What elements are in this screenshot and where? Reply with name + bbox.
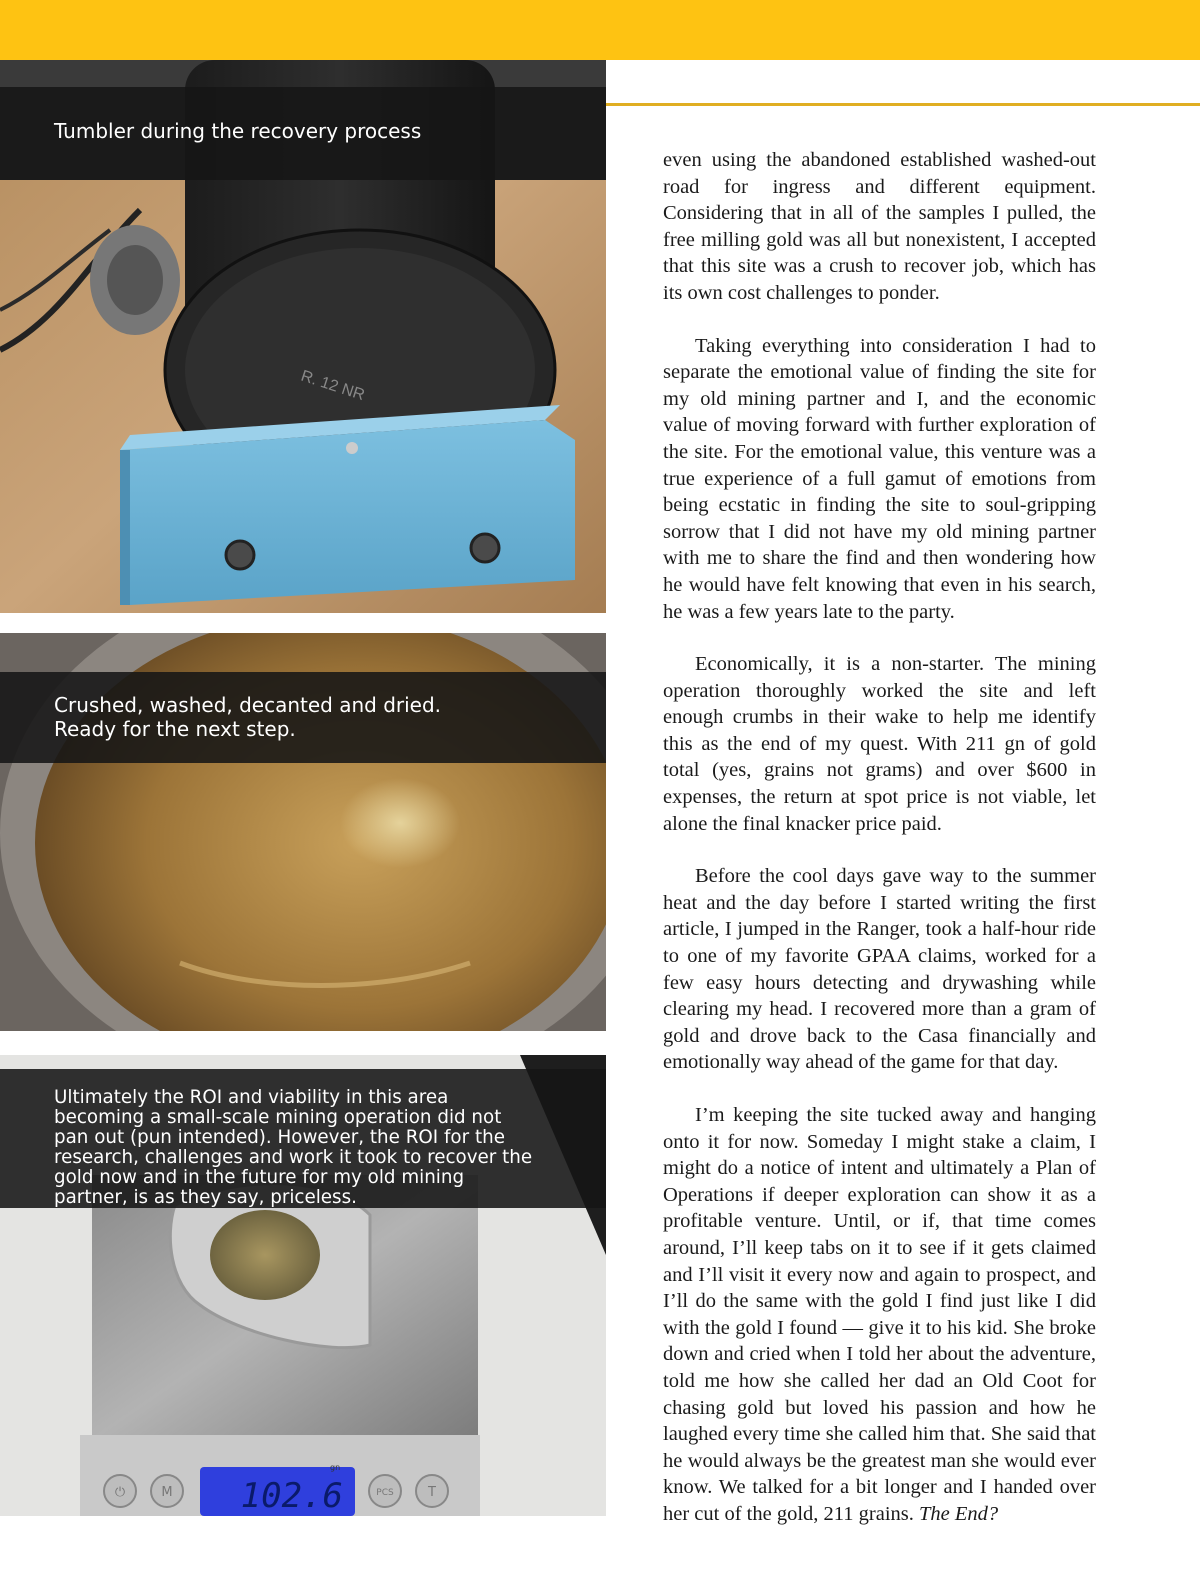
scale-tare-button: T [428,1485,436,1500]
article-paragraph-3: Economically, it is a non-starter. The mining operation thoroughly worked the site and left enough crumbs in their wake to help me identify this as the end of my quest. With 211 gn of gold total (yes, grains not grams) and over $600 in expenses, the return at spot price is not viable, let alone the final knacker price paid. [663,653,1096,835]
article-column [663,147,1096,1528]
article-paragraph-5-text: I’m keeping the site tucked away and hanging onto it for now. Someday I might stake a claim, I might do a notice of intent and ultimately a Plan of Operations if deeper exploration can show it as a profitable venture. Until, or if, that time comes around, I’ll keep tabs on it to see if it gets claimed and I’ll visit it every now and again to prospect, and I’ll do the same with the gold I find just like I did with the gold I found — give it to his kid. She broke down and cried when I told her about the adventure, told me how she called her dad an Old Coot for chasing gold but loved his passion and how he laughed every time she called him that. She said that he would always be the greatest man she would ever know. We talked for a bit longer and I handed over her cut of the gold, 211 grains. [663,1104,1096,1525]
article-paragraph-1: even using the abandoned established washed-out road for ingress and different equipment. Considering that in all of the samples I pulled, the free milling gold was all but nonexistent, I accepted that this site was a crush to recover job, which has its own cost challenges to ponder. [663,149,1096,304]
scale-mode-button: M [161,1485,173,1500]
tumbler-marking: R. 12 NR [298,367,367,405]
article-paragraph-5 [663,1102,1096,1528]
pan-caption [0,672,606,763]
pan-caption-line2: Ready for the next step. [54,717,296,741]
roi-caption [0,1069,606,1208]
header-band [0,0,1200,60]
pan-caption-line1: Crushed, washed, decanted and dried. [54,693,442,717]
article-paragraph-4: Before the cool days gave way to the summer heat and the day before I started writing the first article, I jumped in the Ranger, took a half-hour ride to one of my favorite GPAA claims, worked for a few easy hours detecting and drywashing while clearing my head. I recovered more than a gram of gold and drove back to the Casa financially and emotionally way ahead of the game for that day. [663,865,1096,1074]
tumbler-caption-text: Tumbler during the recovery process [54,119,422,143]
header-rule [560,103,1200,106]
scale-unit: gn [330,1463,341,1472]
tumbler-caption [0,87,606,180]
article-paragraph-2: Taking everything into consideration I had to separate the emotional value of finding the site for my old mining partner and I, and the economic value of moving forward with further exploration of the site. For the emotional value, this venture was a true experience of a full gamut of emotions from being ecstatic in finding the site to soul-gripping sorrow that I did not have my old mining partner with me to share the find and then wondering how he would have felt knowing that even in his search, he was a few years late to the party. [663,334,1096,623]
scale-power-button: ⏻ [114,1485,126,1500]
scale-reading: 102.6 [240,1476,343,1516]
scale-pcs-button: PCS [376,1488,394,1498]
article-ending: The End? [919,1502,999,1525]
roi-caption-text: Ultimately the ROI and viability in this area becoming a small-scale mining operation did not pan out (pun intended). However, the ROI for the research, challenges and work it took to recover the gold now and in the future for my old mining partner, is as they say, priceless. [54,1087,533,1208]
